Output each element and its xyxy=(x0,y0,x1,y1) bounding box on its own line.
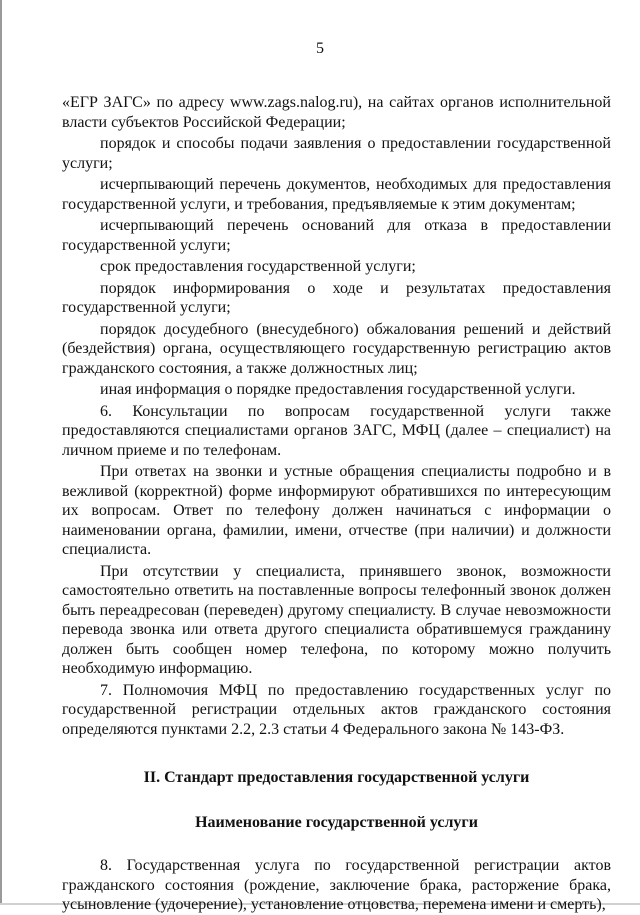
list-item-submission-methods: порядок и способы подачи заявления о предоставлении государственной услуги; xyxy=(62,135,611,172)
paragraph-8: 8. Государственная услуга по государственной регистрации актов гражданского состояния (рождение, заключение брака, расторжение брака, усыновление (удочерение), установление отцовства, перемена имени и смерть), xyxy=(62,857,611,913)
paragraph-call-redirect: При отсутствии у специалиста, принявшего звонок, возможности самостоятельно ответить на поставленные вопросы телефонный звонок должен быть переадресован (переведен) другому специалисту. В случае невозможности перевода звонка или ответа другого специалиста обратившемуся гражданину должен быть сообщен номер телефона, по которому можно получить необходимую информацию. xyxy=(62,562,611,677)
list-item-term: срок предоставления государственной услуги; xyxy=(100,258,416,275)
paragraph-continuation: «ЕГР ЗАГС» по адресу www.zags.nalog.ru), на сайтах органов исполнительной власти субъектов Российской Федерации; xyxy=(62,94,611,131)
paragraph-phone-answers: При ответах на звонки и устные обращения специалисты подробно и в вежливой (корректной) форме информируют обратившихся по интересующим их вопросам. Ответ по телефону должен начинаться с информации о наименовании органа, фамилии, имени, отчестве (при наличии) и должности специалиста. xyxy=(62,463,611,558)
list-item-refusal-grounds: исчерпывающий перечень оснований для отказа в предоставлении государственной услуги; xyxy=(62,217,611,254)
page-number: 5 xyxy=(316,40,324,57)
paragraph-6: 6. Консультации по вопросам государственной услуги также предоставляются специалистами органов ЗАГС, МФЦ (далее – специалист) на личном приеме и по телефонам. xyxy=(62,402,611,459)
subsection-heading: Наименование государственной услуги xyxy=(195,813,478,831)
list-item-other-info: иная информация о порядке предоставления государственной услуги. xyxy=(100,381,576,398)
section-heading: II. Стандарт предоставления государственной услуги xyxy=(143,769,530,786)
scan-left-edge xyxy=(0,0,2,905)
paragraph-7: 7. Полномочия МФЦ по предоставлению государственных услуг по государственной регистрации отдельных актов гражданского состояния определяются пунктами 2.2, 2.3 статьи 4 Федерального закона № 143-ФЗ. xyxy=(62,681,611,738)
document-body xyxy=(62,93,611,915)
list-item-documents: исчерпывающий перечень документов, необходимых для предоставления государственной услуги, и требования, предъявляемые к этим документам; xyxy=(62,176,611,213)
list-item-appeal: порядок досудебного (внесудебного) обжалования решений и действий (бездействия) органа, осуществляющего государственную регистрацию актов гражданского состояния, а также должностных лиц; xyxy=(62,320,611,377)
list-item-informing: порядок информирования о ходе и результатах предоставления государственной услуги; xyxy=(62,279,611,316)
